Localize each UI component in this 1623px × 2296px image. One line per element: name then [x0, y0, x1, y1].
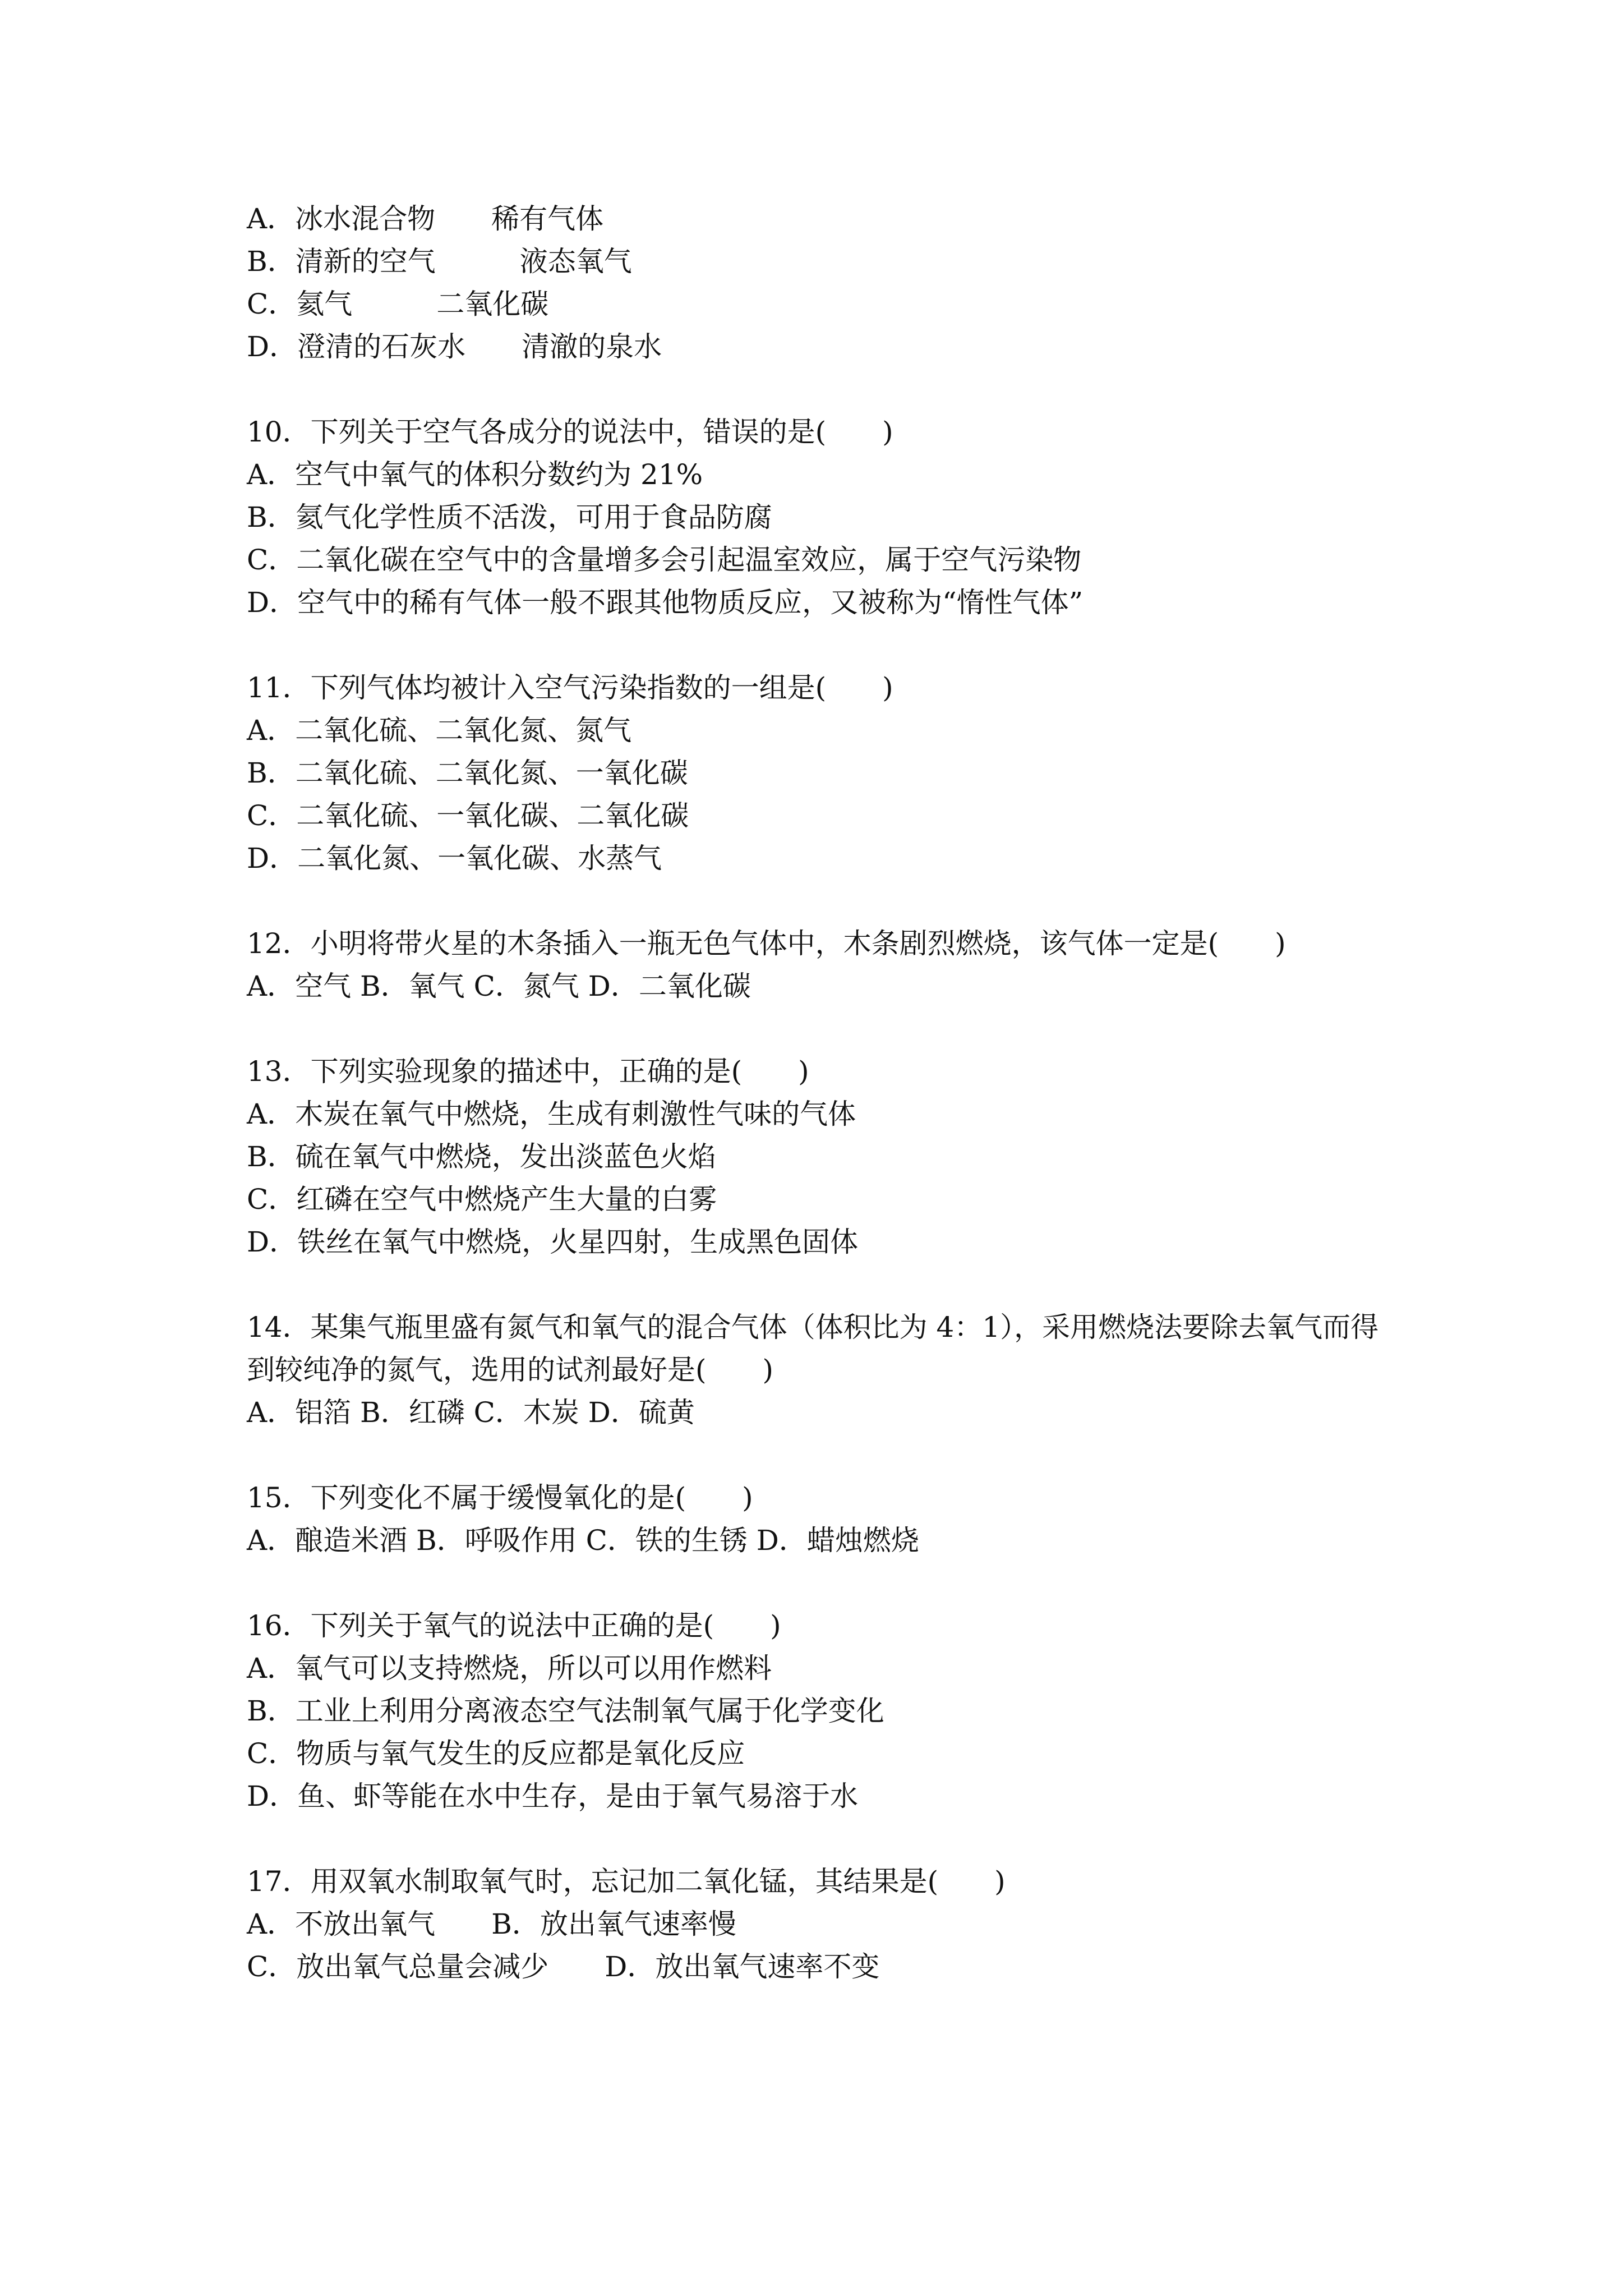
question-12	[247, 922, 1424, 1007]
option-c: C．氦气 二氧化碳	[247, 288, 549, 320]
options-inline: A．空气 B．氧气 C．氮气 D．二氧化碳	[247, 970, 751, 1002]
option-b: B．硫在氧气中燃烧，发出淡蓝色火焰	[247, 1140, 716, 1173]
option-a: A．空气中氧气的体积分数约为 21%	[247, 458, 703, 491]
option-a: A．二氧化硫、二氧化氮、氮气	[247, 714, 632, 747]
option-d: D．铁丝在氧气中燃烧，火星四射，生成黑色固体	[247, 1226, 859, 1258]
question-stem: 10．下列关于空气各成分的说法中，错误的是( )	[247, 416, 893, 448]
options-row-2: C．放出氧气总量会减少 D．放出氧气速率不变	[247, 1950, 880, 1983]
question-stem: 16．下列关于氧气的说法中正确的是( )	[247, 1609, 781, 1642]
question-15	[247, 1476, 1424, 1562]
question-stem: 17．用双氧水制取氧气时，忘记加二氧化锰，其结果是( )	[247, 1865, 1006, 1898]
question-17	[247, 1860, 1424, 1988]
option-b: B．工业上利用分离液态空气法制氧气属于化学变化	[247, 1695, 884, 1727]
option-b: B．清新的空气 液态氧气	[247, 245, 632, 278]
option-b: B．氦气化学性质不活泼，可用于食品防腐	[247, 501, 772, 533]
options-inline: A．铝箔 B．红磷 C．木炭 D．硫黄	[247, 1396, 695, 1429]
question-stem-line-1: 14．某集气瓶里盛有氮气和氧气的混合气体（体积比为 4：1），采用燃烧法要除去氧气而得	[247, 1311, 1379, 1343]
question-14	[247, 1306, 1424, 1434]
question-10	[247, 411, 1424, 624]
option-c: C．二氧化碳在空气中的含量增多会引起温室效应，属于空气污染物	[247, 544, 1082, 576]
option-d: D．鱼、虾等能在水中生存，是由于氧气易溶于水	[247, 1780, 859, 1812]
question-13	[247, 1050, 1424, 1263]
question-stem: 13．下列实验现象的描述中，正确的是( )	[247, 1055, 809, 1088]
option-a: A．木炭在氧气中燃烧，生成有刺激性气味的气体	[247, 1098, 856, 1130]
option-c: C．二氧化硫、一氧化碳、二氧化碳	[247, 799, 689, 832]
option-b: B．二氧化硫、二氧化氮、一氧化碳	[247, 757, 688, 789]
option-c: C．物质与氧气发生的反应都是氧化反应	[247, 1737, 745, 1770]
option-d: D．二氧化氮、一氧化碳、水蒸气	[247, 842, 662, 875]
question-stem: 15．下列变化不属于缓慢氧化的是( )	[247, 1481, 753, 1514]
option-a: A．氧气可以支持燃烧，所以可以用作燃料	[247, 1652, 772, 1685]
option-a: A．冰水混合物 稀有气体	[247, 203, 604, 235]
option-c: C．红磷在空气中燃烧产生大量的白雾	[247, 1183, 717, 1216]
question-stem-line-2: 到较纯净的氮气，选用的试剂最好是( )	[247, 1354, 774, 1386]
option-d: D．澄清的石灰水 清澈的泉水	[247, 330, 662, 363]
options-inline: A．酿造米酒 B．呼吸作用 C．铁的生锈 D．蜡烛燃烧	[247, 1524, 919, 1557]
question-stem: 11．下列气体均被计入空气污染指数的一组是( )	[247, 671, 893, 704]
page-content	[247, 197, 1424, 1988]
question-11	[247, 666, 1424, 880]
options-row-1: A．不放出氧气 B．放出氧气速率慢	[247, 1908, 736, 1940]
question-stem: 12．小明将带火星的木条插入一瓶无色气体中，木条剧烈燃烧，该气体一定是( )	[247, 927, 1286, 960]
question-16	[247, 1604, 1424, 1818]
question-9-options	[247, 197, 1424, 368]
option-d: D．空气中的稀有气体一般不跟其他物质反应，又被称为“惰性气体”	[247, 586, 1083, 619]
